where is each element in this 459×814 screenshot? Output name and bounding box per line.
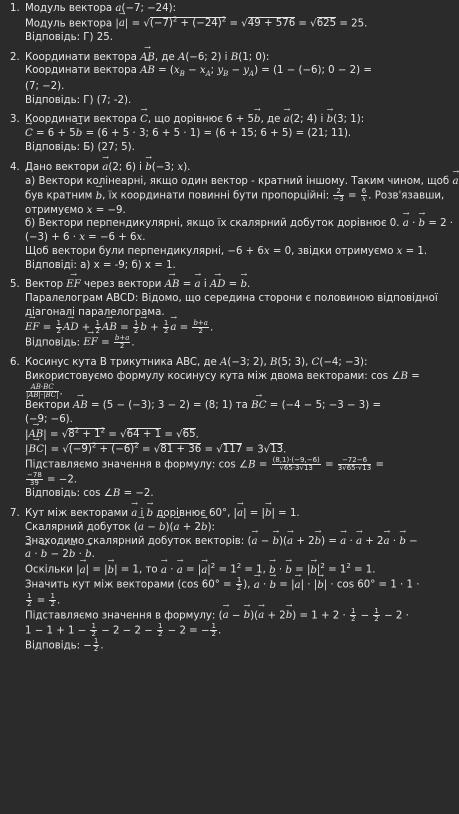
answer-line: Відповідь: → EF = $\frac{b+a}{2}$ . [25, 335, 415, 350]
formula-line: → a · → b − 2→ b · → b. [25, 548, 415, 562]
text-line: діагоналі паралелограма. [25, 306, 165, 318]
list-item [6, 278, 438, 350]
formula-line: → EF = $\frac{1}{2}$ → AD + $\frac{1}{2}$ → AB = $\frac{1}{2}$ → b + $\frac{1}{2}$ → a = $\frac{b+a}{2}$ . [25, 320, 415, 335]
answer-line: Відповідь: Б) (27; 5). [25, 141, 135, 153]
item-title: Координати вектора → AB, де A(−6; 2) і B(1; 0): [25, 51, 415, 65]
item-title: Косинус кута В трикутника ABC, де A(−3; 2), B(5; 3), C(−4; −3): [25, 357, 368, 369]
answer-line: Відповідь: Г) 25. [25, 31, 113, 43]
text-line: Щоб вектори були перпендикулярні, −6 + 6x = 0, звідки отримуємо x = 1. [25, 245, 428, 257]
formula-line: → C = 6 + 5→ b = (6 + 5 · 3; 6 + 5 · 1) = (6 + 15; 6 + 5) = (21; 11). [25, 127, 415, 141]
text-line: (−3) + 6 · x = −6 + 6x. [25, 232, 146, 244]
solution-list [6, 2, 459, 654]
text-line: б) Вектори перпендикулярні, якщо їх скалярний добуток дорівнює 0. → a · → b = 2 · [25, 217, 415, 231]
item-number: 7. [10, 508, 20, 520]
answer-line: Відповідь: − $\frac{1}{2}$ . [25, 637, 104, 654]
item-title: Координати вектора → C, що дорівнює 6 + 5→ b, де → a(2; 4) і → b(3; 1): [25, 113, 415, 127]
text-line: був кратним → b, їх координати повинні бути пропорційні: $\frac{2}{-3}$ = $\frac{6}{x}$ . Розв'язавши, [25, 188, 415, 203]
item-number: 6. [10, 357, 20, 369]
formula-line: Підставляємо значення в формулу: cos ∠B = $\frac{(8,1)\cdot(-9,-6)}{√65\cdot 3√13}$ = $\frac{-72-6}{3√65\cdot√13}$ = [25, 455, 384, 472]
item-title: Модуль вектора → a(−7; −24): [25, 2, 415, 16]
list-item [6, 113, 415, 154]
list-item [6, 51, 415, 108]
text-line: а) Вектори колінеарні, якщо один вектор - кратний іншому. Таким чином, щоб → a [25, 175, 415, 189]
formula-line: Знаходимо скалярний добуток векторів: (→ a − → b)(→ a + 2→ b) = → a · → a + 2→ a · → b − [25, 535, 415, 549]
formula-line: Координати вектора → AB = ($x_B - x_A$; $y_B - y_A) = (1 - (-6)$; 0 − 2) = [25, 64, 415, 79]
formula-line: Вектори → AB = (5 − (−3); 3 − 2) = (8; 1) та → BC = (−4 − 5; −3 − 3) = [25, 399, 415, 413]
formula-line: Підставляємо значення в формулу: (→ a − → b)(→ a + 2→ b) = 1 + 2 · $\frac{1}{2}$ − $\frac{1}{2}$ − 2 · [25, 608, 415, 623]
formula-line: 1 − 1 + 1 − $\frac{1}{2}$ − 2 − 2 − $\frac{1}{2}$ − 2 = − $\frac{1}{2}$ . [25, 622, 222, 639]
item-number: 1. [10, 3, 20, 14]
formula-line: Значить кут між векторами (cos 60° = $\frac{1}{2}$ ), → a · → b = |→ a| · |→ b| · cos 60° = 1 · 1 · [25, 577, 415, 592]
list-item [6, 356, 420, 501]
text-line: Скалярний добуток (→ a − → b)(→ a + 2→ b): [25, 521, 415, 535]
formula-line: (−9; −6). [25, 413, 73, 425]
list-item [6, 161, 459, 273]
item-title: Вектор → EF через вектори → AB = → a і → AD = → b. [25, 278, 415, 292]
list-item [6, 507, 420, 654]
item-number: 2. [10, 51, 20, 63]
formula-line: Оскільки |→ a| = |→ b| = 1, то → a · → a = |→ $a|^2 = 1^2 = 1$, → b · → b = |→ $b|^2 = 1^2 = 1$. [25, 562, 415, 577]
answer-line: Відповіді: а) x = -9; б) x = 1. [25, 259, 176, 271]
item-number: 5. [10, 279, 20, 291]
item-title: Кут між векторами → a і → b дорівнює 60°, |→ a| = |→ b| = 1. [25, 507, 415, 521]
text-line: отримуємо x = −9. [25, 204, 126, 216]
text-line: Паралелограм ABCD: Відомо, що середина сторони є половиною відповідної [25, 293, 438, 305]
formula-line: |→ $AB| = √8^2 + 1^2 = √64 + 1 = √65$. [25, 427, 415, 442]
formula-line: $\frac{1}{2}$ = $\frac{1}{2}$ . [27, 591, 61, 608]
answer-line: Відповідь: cos ∠B = −2. [25, 488, 154, 500]
formula-line: |→ $BC| = √(-9)^2 + (-6)^2 = √81 + 36 = √117 = 3√13$. [25, 442, 415, 457]
item-number: 3. [10, 114, 20, 126]
answer-line: Відповідь: Г) (7; -2). [25, 94, 132, 106]
list-item [6, 2, 415, 45]
formula-line: Модуль вектора |→ $a| = √(-7)^2 + (-24)^2 = √49 + 576 = √625 = 25$. [25, 16, 415, 31]
item-number: 4. [10, 161, 20, 173]
formula-line: (7; −2). [25, 80, 65, 92]
formula-line: $\frac{AB\cdot BC}{|AB|\cdot|BC|}$ . [26, 382, 63, 399]
formula-line: $\frac{-78}{39}$ = −2. [27, 471, 78, 488]
item-title: Дано вектори → a(2; 6) і → b(−3; x). [25, 161, 415, 175]
text-line: Використовуємо формулу косинусу кута між двома векторами: cos ∠B = [25, 370, 420, 382]
